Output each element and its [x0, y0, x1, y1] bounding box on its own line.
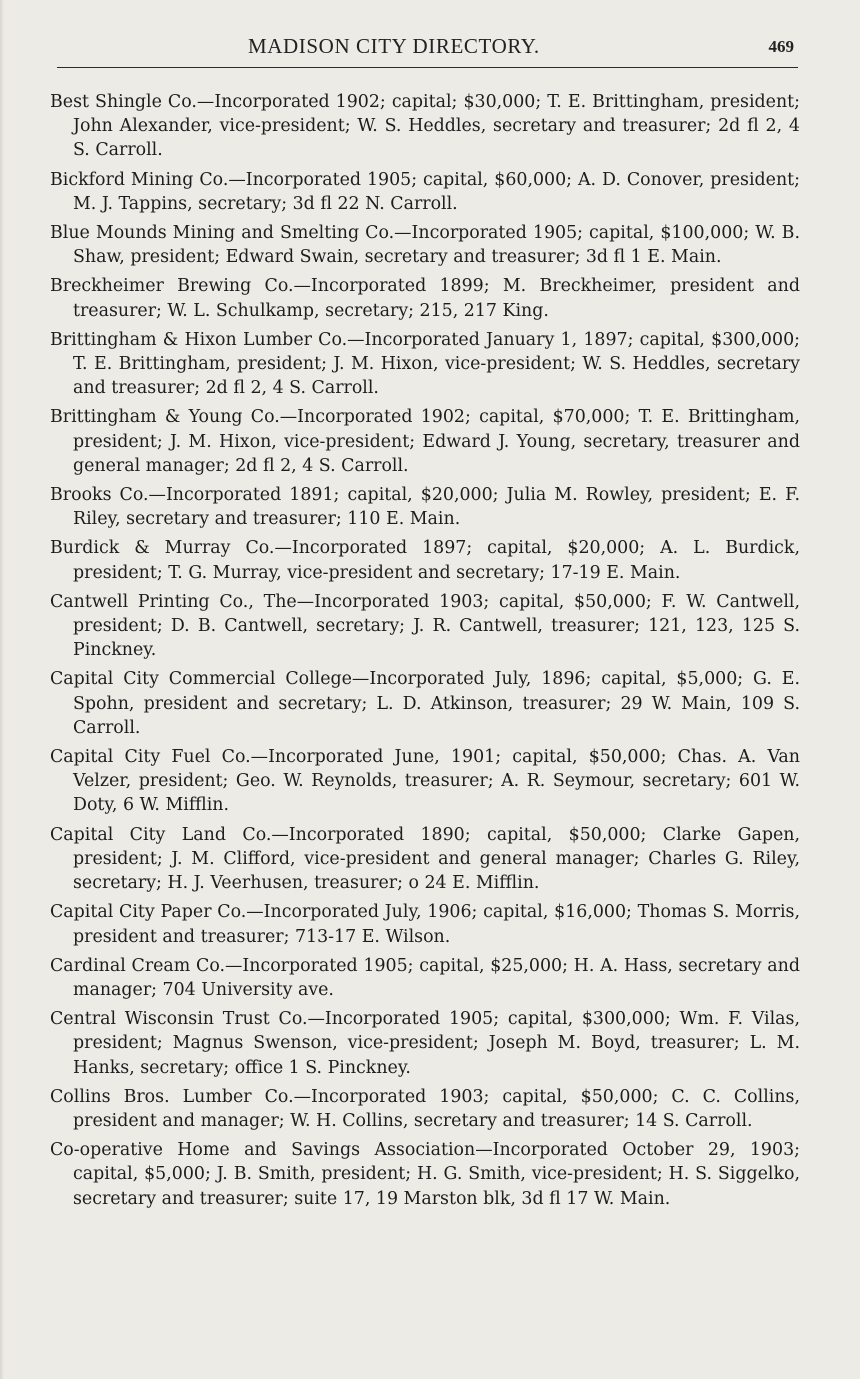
- directory-entry: Brooks Co.—Incorporated 1891; capital, $20,000; Julia M. Rowley, president; E. F. Riley, secretary and treasurer; 110 E. Main.: [50, 485, 800, 530]
- directory-entry: Burdick & Murray Co.—Incorporated 1897; capital, $20,000; A. L. Burdick, president; T. G. Murray, vice-president and secretary; 17-19 E. Main.: [50, 538, 800, 583]
- directory-entry: Breckheimer Brewing Co.—Incorporated 1899; M. Breckheimer, president and treasurer; W. L. Schulkamp, secretary; 215, 217 King.: [50, 276, 800, 321]
- running-title: MADISON CITY DIRECTORY.: [248, 34, 540, 58]
- directory-entry: Capital City Commercial College—Incorporated July, 1896; capital, $5,000; G. E. Spohn, president and secretary; L. D. Atkinson, treasurer; 29 W. Main, 109 S. Carroll.: [50, 669, 800, 738]
- directory-entry: Collins Bros. Lumber Co.—Incorporated 1903; capital, $50,000; C. C. Collins, president and manager; W. H. Collins, secretary and treasurer; 14 S. Carroll.: [50, 1086, 800, 1131]
- directory-entry: Bickford Mining Co.—Incorporated 1905; capital, $60,000; A. D. Conover, president; M. J. Tappins, secretary; 3d fl 22 N. Carroll.: [50, 169, 800, 214]
- directory-entry: Cardinal Cream Co.—Incorporated 1905; capital, $25,000; H. A. Hass, secretary and manager; 704 University ave.: [50, 955, 800, 1000]
- directory-entry: Cantwell Printing Co., The—Incorporated 1903; capital, $50,000; F. W. Cantwell, president; D. B. Cantwell, secretary; J. R. Cantwell, treasurer; 121, 123, 125 S. Pinckney.: [50, 591, 800, 661]
- directory-entries: [50, 90, 800, 1216]
- directory-entry: Capital City Fuel Co.—Incorporated June, 1901; capital, $50,000; Chas. A. Van Velzer, president; Geo. W. Reynolds, treasurer; A. R. Seymour, secretary; 601 W. Doty, 6 W. Mifflin.: [50, 747, 800, 816]
- header-rule: [57, 67, 798, 68]
- directory-entry: Capital City Land Co.—Incorporated 1890; capital, $50,000; Clarke Gapen, president; J. M. Clifford, vice-president and general manager; Charles G. Riley, secretary; H. J. Veerhusen, treasurer; o 24 E. Mifflin.: [50, 824, 800, 894]
- page-header: [60, 34, 800, 64]
- directory-entry: Brittingham & Young Co.—Incorporated 1902; capital, $70,000; T. E. Brittingham, president; J. M. Hixon, vice-president; Edward J. Young, secretary, treasurer and general manager; 2d fl 2, 4 S. Carroll.: [50, 407, 800, 476]
- directory-entry: Capital City Paper Co.—Incorporated July, 1906; capital, $16,000; Thomas S. Morris, president and treasurer; 713-17 E. Wilson.: [50, 902, 800, 947]
- directory-entry: Blue Mounds Mining and Smelting Co.—Incorporated 1905; capital, $100,000; W. B. Shaw, president; Edward Swain, secretary and treasurer; 3d fl 1 E. Main.: [50, 223, 800, 268]
- directory-entry: Brittingham & Hixon Lumber Co.—Incorporated January 1, 1897; capital, $300,000; T. E. Brittingham, president; J. M. Hixon, vice-president; W. S. Heddles, secretary and treasurer; 2d fl 2, 4 S. Carroll.: [50, 329, 800, 399]
- directory-entry: Co-operative Home and Savings Association—Incorporated October 29, 1903; capital, $5,000; J. B. Smith, president; H. G. Smith, vice-president; H. S. Siggelko, secretary and treasurer; suite 17, 19 Marston blk, 3d fl 17 W. Main.: [50, 1140, 800, 1209]
- page-number: 469: [768, 37, 794, 56]
- page-edge: [0, 0, 4, 1379]
- directory-entry: Central Wisconsin Trust Co.—Incorporated 1905; capital, $300,000; Wm. F. Vilas, president; Magnus Swenson, vice-president; Joseph M. Boyd, treasurer; L. M. Hanks, secretary; office 1 S. Pinckney.: [50, 1009, 800, 1078]
- directory-entry: Best Shingle Co.—Incorporated 1902; capital; $30,000; T. E. Brittingham, president; John Alexander, vice-president; W. S. Heddles, secretary and treasurer; 2d fl 2, 4 S. Carroll.: [50, 92, 800, 161]
